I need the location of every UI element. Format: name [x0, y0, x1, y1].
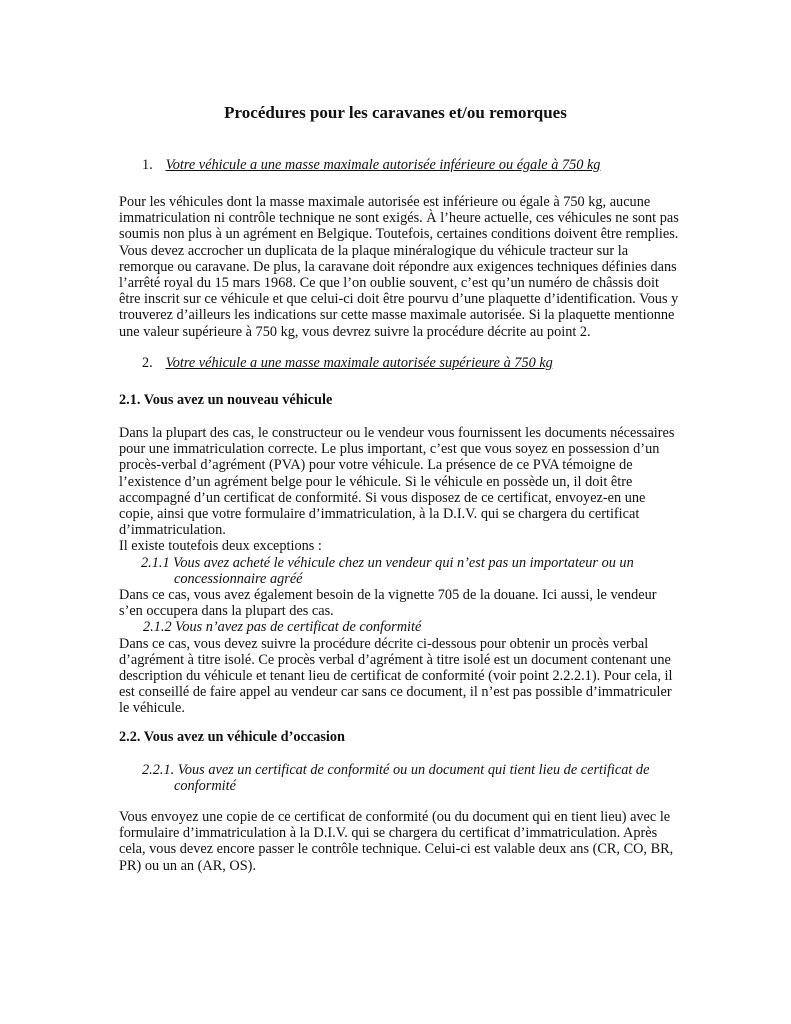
paragraph-line: Il existe toutefois deux exceptions :: [119, 538, 322, 555]
section-1-heading: [142, 157, 702, 173]
section-2-1-body: [119, 425, 679, 717]
subsection-title-continued: conformité: [174, 778, 236, 795]
paragraph-line: est conseillé de faire appel au vendeur car sans ce document, il n’est pas possible d’immatriculer: [119, 684, 672, 701]
exception-1-title: 2.1.1 Vous avez acheté le véhicule chez un vendeur qui n’est pas un importateur ou un: [141, 554, 634, 571]
section-2-number: 2.: [142, 355, 153, 371]
section-2-2-heading: 2.2. Vous avez un véhicule d’occasion: [119, 729, 345, 745]
paragraph-line: Pour les véhicules dont la masse maximale autorisée est inférieure ou égale à 750 kg, aucune: [119, 194, 651, 210]
paragraph-line: description du véhicule et tenant lieu de certificat de conformité (voir point 2.2.2.1). Pour cela, il: [119, 668, 673, 685]
paragraph-line: d’agrément à titre isolé. Ce procès verbal d’agrément à titre isolé est un document contenant une: [119, 651, 671, 668]
paragraph-line: l’arrêté royal du 15 mars 1968. Ce que l’on oublie souvent, c’est qu’un numéro de châssis doit: [119, 275, 659, 292]
paragraph-line: remorque ou caravane. De plus, la caravane doit répondre aux exigences techniques définies dans: [119, 258, 677, 275]
section-1-title: Votre véhicule a une masse maximale autorisée inférieure ou égale à 750 kg: [165, 157, 601, 173]
paragraph-line: Dans ce cas, vous avez également besoin de la vignette 705 de la douane. Ici aussi, le vendeur: [119, 587, 657, 604]
paragraph-line: immatriculation ni contrôle technique ne sont exigés. À l’heure actuelle, ces véhicules ne sont pas: [119, 210, 679, 227]
paragraph-line: s’en occupera dans la plupart des cas.: [119, 603, 334, 620]
section-1-paragraph: [119, 194, 679, 340]
paragraph-line: Vous devez accrocher un duplicata de la plaque minéralogique du véhicule tracteur sur la: [119, 242, 629, 259]
paragraph-line: formulaire d’immatriculation à la D.I.V. qui se chargera du certificat d’immatriculation. Après: [119, 825, 658, 842]
paragraph-line: Dans ce cas, vous devez suivre la procédure décrite ci-dessous pour obtenir un procès verbal: [119, 635, 649, 652]
section-2-title: Votre véhicule a une masse maximale autorisée supérieure à 750 kg: [165, 355, 553, 371]
section-2-2-1-heading: [142, 762, 672, 794]
page-title: Procédures pour les caravanes et/ou remorques: [224, 103, 567, 122]
paragraph-line: PR) ou un an (AR, OS).: [119, 857, 257, 874]
paragraph-line: accompagné d’un certificat de conformité. Si vous disposez de ce certificat, envoyez-en une: [119, 489, 646, 506]
paragraph-line: le véhicule.: [119, 700, 185, 717]
paragraph-line: Vous envoyez une copie de ce certificat de conformité (ou du document qui en tient lieu) avec le: [119, 809, 671, 825]
paragraph-line: l’existence d’un agrément belge pour le véhicule. Si le véhicule en possède un, il doit être: [119, 473, 633, 490]
paragraph-line: Dans la plupart des cas, le constructeur ou le vendeur vous fournissent les documents nécessaires: [119, 425, 675, 441]
section-1-number: 1.: [142, 157, 153, 173]
subsection-title: 2.2.1. Vous avez un certificat de conformité ou un document qui tient lieu de certificat de: [142, 762, 650, 778]
section-2-2-1-paragraph: [119, 809, 679, 874]
paragraph-line: d’immatriculation.: [119, 522, 226, 539]
paragraph-line: pour une immatriculation correcte. Le plus important, c’est que vous soyez en possession d’un: [119, 441, 660, 458]
section-2-heading: [142, 355, 702, 371]
exception-2-title: 2.1.2 Vous n’avez pas de certificat de conformité: [143, 619, 422, 636]
paragraph-line: soumis non plus à un agrément en Belgique. Toutefois, certaines conditions doivent être remplies.: [119, 226, 679, 243]
paragraph-line: trouverez d’ailleurs les indications sur cette masse maximale autorisée. Si la plaquette mentionne: [119, 307, 675, 324]
paragraph-line: une valeur supérieure à 750 kg, vous devrez suivre la procédure décrite au point 2.: [119, 323, 591, 340]
paragraph-line: procès-verbal d’agrément (PVA) pour votre véhicule. La présence de ce PVA témoigne de: [119, 457, 633, 474]
section-2-1-heading: 2.1. Vous avez un nouveau véhicule: [119, 392, 333, 408]
paragraph-line: cela, vous devez encore passer le contrôle technique. Celui-ci est valable deux ans (CR, CO, BR,: [119, 841, 674, 858]
paragraph-line: être inscrit sur ce véhicule et que celui-ci doit être pourvu d’une plaquette d’identification. Vous y: [119, 291, 679, 308]
exception-1-title-continued: concessionnaire agréé: [174, 570, 303, 587]
paragraph-line: copie, ainsi que votre formulaire d’immatriculation, à la D.I.V. qui se chargera du certificat: [119, 506, 640, 523]
